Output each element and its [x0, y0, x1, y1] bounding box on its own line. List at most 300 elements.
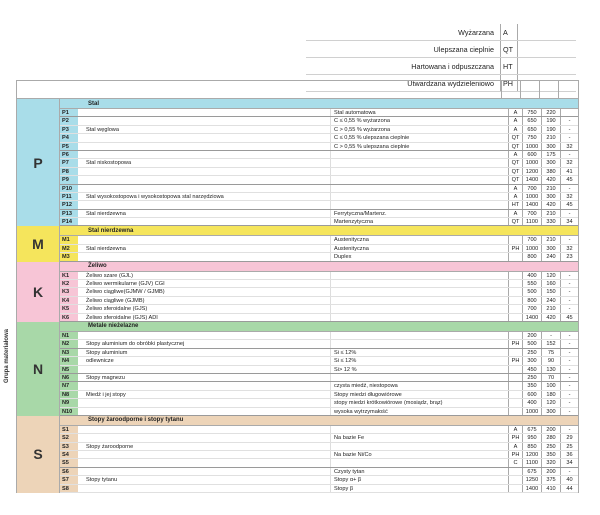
- value-3: 29: [560, 434, 578, 441]
- legend-label: Utwardzana wydzieleniowo: [407, 78, 494, 88]
- group-body: [60, 322, 578, 416]
- legend-empty: [517, 41, 576, 57]
- legend-label: Hartowana i odpuszczana: [411, 61, 494, 71]
- value-1: 700: [522, 236, 541, 243]
- material-name: [78, 168, 330, 175]
- value-1: 800: [522, 253, 541, 260]
- value-3: -: [560, 382, 578, 389]
- value-3: -: [560, 297, 578, 304]
- material-code: N1: [60, 332, 78, 339]
- material-name: [78, 185, 330, 192]
- value-2: 330: [541, 218, 560, 225]
- condition-code: [508, 399, 522, 406]
- condition-code: A: [508, 126, 522, 133]
- condition-code: [508, 349, 522, 356]
- condition-code: A: [508, 151, 522, 158]
- value-3: [560, 109, 578, 116]
- value-1: 350: [522, 382, 541, 389]
- value-1: 1400: [522, 176, 541, 183]
- value-1: 650: [522, 117, 541, 124]
- value-2: 190: [541, 126, 560, 133]
- condition-code: C: [508, 459, 522, 466]
- material-subtype: [330, 151, 508, 158]
- material-code: P6: [60, 151, 78, 158]
- material-name: Stal nierdzewna: [86, 245, 126, 252]
- value-2: 130: [541, 366, 560, 373]
- value-2: 210: [541, 210, 560, 217]
- table-row: [60, 305, 578, 313]
- legend-row: [306, 41, 576, 58]
- material-code: K6: [60, 314, 78, 321]
- value-2: 160: [541, 280, 560, 287]
- material-subtype: [330, 314, 508, 321]
- value-3: -: [560, 288, 578, 295]
- material-name: Stopy tytanu: [86, 477, 118, 484]
- value-2: 410: [541, 485, 560, 492]
- material-code: M3: [60, 253, 78, 260]
- material-name: [78, 151, 330, 158]
- table-row: [60, 485, 578, 493]
- value-3: -: [560, 305, 578, 312]
- table-row: [60, 399, 578, 407]
- group-title: Stal nierdzewna: [60, 226, 578, 236]
- material-name: [78, 434, 330, 441]
- condition-code: A: [508, 443, 522, 450]
- material-name: [78, 109, 330, 116]
- value-1: 600: [522, 151, 541, 158]
- condition-code: [508, 485, 522, 492]
- condition-code: PH: [508, 245, 522, 252]
- group-letter: N: [17, 322, 60, 416]
- table-row: [60, 366, 578, 374]
- material-name: [78, 426, 330, 433]
- value-1: 250: [522, 349, 541, 356]
- material-code: P8: [60, 168, 78, 175]
- material-code: P2: [60, 117, 78, 124]
- material-subtype: [330, 297, 508, 304]
- legend-label: Wyżarzana: [458, 27, 494, 37]
- value-1: 1000: [522, 143, 541, 150]
- material-group-p: [16, 99, 579, 226]
- material-subtype: [330, 374, 508, 381]
- value-1: 700: [522, 185, 541, 192]
- value-3: -: [560, 236, 578, 243]
- material-name: [78, 176, 330, 183]
- value-2: 210: [541, 185, 560, 192]
- table-row: [60, 236, 578, 244]
- value-1: 1000: [522, 193, 541, 200]
- material-table: [16, 99, 579, 493]
- material-name: Stal niskostopowa: [86, 160, 132, 167]
- value-3: -: [560, 349, 578, 356]
- table-row: [60, 314, 578, 322]
- legend-code: HT: [500, 58, 517, 74]
- condition-code: PH: [508, 451, 522, 458]
- material-name: Stopy aluminium: [86, 349, 128, 356]
- value-1: 1250: [522, 476, 541, 483]
- material-name: [78, 201, 330, 208]
- value-2: 250: [541, 443, 560, 450]
- material-subtype: Si ≤ 12%: [330, 357, 508, 364]
- table-row: [60, 280, 578, 288]
- value-2: 200: [541, 468, 560, 475]
- material-code: N5: [60, 366, 78, 373]
- condition-code: HT: [508, 201, 522, 208]
- value-2: 210: [541, 236, 560, 243]
- value-3: 45: [560, 201, 578, 208]
- value-2: 210: [541, 134, 560, 141]
- table-row: [60, 253, 578, 261]
- material-name: [78, 451, 330, 458]
- material-code: N7: [60, 382, 78, 389]
- material-code: P14: [60, 218, 78, 225]
- value-1: 600: [522, 391, 541, 398]
- condition-code: [508, 408, 522, 415]
- material-name: [78, 366, 330, 373]
- value-1: 500: [522, 288, 541, 295]
- value-1: 800: [522, 297, 541, 304]
- group-title: Żeliwo: [60, 262, 578, 272]
- value-1: 400: [522, 272, 541, 279]
- material-name: Stopy magnezu: [86, 374, 125, 381]
- material-subtype: [330, 426, 508, 433]
- material-subtype: Austenityczna: [330, 236, 508, 243]
- value-1: 1200: [522, 451, 541, 458]
- material-subtype: [330, 280, 508, 287]
- legend-row: [306, 58, 576, 75]
- value-3: 41: [560, 168, 578, 175]
- material-code: K5: [60, 305, 78, 312]
- condition-code: [508, 280, 522, 287]
- condition-code: QT: [508, 143, 522, 150]
- material-name: [78, 399, 330, 406]
- material-subtype: [330, 272, 508, 279]
- group-body: [60, 99, 578, 226]
- value-2: 200: [541, 426, 560, 433]
- value-3: 45: [560, 314, 578, 321]
- value-3: 23: [560, 253, 578, 260]
- condition-code: [508, 476, 522, 483]
- value-2: 300: [541, 408, 560, 415]
- table-row: [60, 332, 578, 340]
- material-subtype: Stopy miedzi długowiórowe: [330, 391, 508, 398]
- value-1: 750: [522, 109, 541, 116]
- value-3: -: [560, 391, 578, 398]
- table-row: [60, 451, 578, 459]
- condition-code: A: [508, 210, 522, 217]
- legend-code: A: [500, 24, 517, 40]
- material-code: S7: [60, 476, 78, 483]
- value-2: 75: [541, 349, 560, 356]
- table-row: [60, 297, 578, 305]
- value-2: 375: [541, 476, 560, 483]
- value-2: 420: [541, 314, 560, 321]
- value-2: 300: [541, 193, 560, 200]
- value-2: 190: [541, 117, 560, 124]
- table-row: [60, 434, 578, 442]
- condition-code: PH: [508, 340, 522, 347]
- value-3: -: [560, 408, 578, 415]
- material-code: M1: [60, 236, 78, 243]
- value-2: 120: [541, 272, 560, 279]
- value-2: 240: [541, 253, 560, 260]
- material-code: P10: [60, 185, 78, 192]
- condition-code: [508, 366, 522, 373]
- condition-code: [508, 297, 522, 304]
- table-row: [60, 126, 578, 134]
- condition-code: [508, 391, 522, 398]
- condition-code: QT: [508, 134, 522, 141]
- material-subtype: Duplex: [330, 253, 508, 260]
- value-3: -: [560, 399, 578, 406]
- table-row: [60, 459, 578, 467]
- value-2: 420: [541, 201, 560, 208]
- value-2: -: [541, 332, 560, 339]
- value-1: 675: [522, 468, 541, 475]
- material-subtype: [330, 176, 508, 183]
- material-code: P13: [60, 210, 78, 217]
- value-2: 150: [541, 288, 560, 295]
- material-subtype: [330, 443, 508, 450]
- material-subtype: Na bazie Ni/Co: [330, 451, 508, 458]
- group-body: [60, 226, 578, 261]
- table-row: [60, 443, 578, 451]
- value-3: 36: [560, 451, 578, 458]
- value-2: 90: [541, 357, 560, 364]
- material-name: [78, 408, 330, 415]
- group-letter: P: [17, 99, 60, 226]
- table-row: [60, 117, 578, 125]
- value-1: 950: [522, 434, 541, 441]
- material-name: Stal nierdzewna: [86, 210, 126, 217]
- material-code: S5: [60, 459, 78, 466]
- value-1: 300: [522, 357, 541, 364]
- material-code: P4: [60, 134, 78, 141]
- material-code: P9: [60, 176, 78, 183]
- value-1: 1400: [522, 201, 541, 208]
- value-1: 700: [522, 210, 541, 217]
- condition-code: [508, 374, 522, 381]
- material-subtype: czysta miedź, niestopowa: [330, 382, 508, 389]
- value-3: 44: [560, 485, 578, 492]
- material-code: N6: [60, 374, 78, 381]
- table-row: [60, 468, 578, 476]
- group-title: Stal: [60, 99, 578, 109]
- material-name: Stal wysokostopowa i wysokostopowa stal narzędziowa: [86, 193, 224, 200]
- material-group-k: [16, 262, 579, 322]
- condition-code: A: [508, 185, 522, 192]
- material-subtype: [330, 340, 508, 347]
- value-2: 152: [541, 340, 560, 347]
- material-subtype: Na bazie Fe: [330, 434, 508, 441]
- material-code: N10: [60, 408, 78, 415]
- value-2: 180: [541, 391, 560, 398]
- material-code: P5: [60, 143, 78, 150]
- material-name: odlewnicze: [86, 358, 114, 365]
- value-1: 750: [522, 134, 541, 141]
- value-3: -: [560, 272, 578, 279]
- material-code: P7: [60, 159, 78, 166]
- value-2: 300: [541, 143, 560, 150]
- table-row: [60, 382, 578, 390]
- value-1: 1100: [522, 459, 541, 466]
- value-3: -: [560, 357, 578, 364]
- value-2: 175: [541, 151, 560, 158]
- table-row: [60, 159, 578, 167]
- material-subtype: Stopy α+ β: [330, 476, 508, 483]
- material-code: S3: [60, 443, 78, 450]
- material-subtype: C ≤ 0,55 % wyżarzona: [330, 117, 508, 124]
- value-3: -: [560, 366, 578, 373]
- material-code: S6: [60, 468, 78, 475]
- material-name: [78, 117, 330, 124]
- material-name: [78, 459, 330, 466]
- condition-code: [508, 253, 522, 260]
- material-subtype: [330, 332, 508, 339]
- material-subtype: Stal automatowa: [330, 109, 508, 116]
- material-name: Żeliwo wermikularne (GJV) CGI: [86, 281, 165, 288]
- condition-code: A: [508, 426, 522, 433]
- table-row: [60, 210, 578, 218]
- material-name: [78, 485, 330, 492]
- material-name: [78, 134, 330, 141]
- table-row: [60, 134, 578, 142]
- header-spacer-row: [16, 80, 579, 99]
- value-3: -: [560, 340, 578, 347]
- condition-code: PH: [508, 357, 522, 364]
- value-1: 400: [522, 399, 541, 406]
- material-code: P1: [60, 109, 78, 116]
- material-name: Żeliwo sferoidalne (GJS) ADI: [86, 314, 158, 321]
- table-row: [60, 185, 578, 193]
- table-row: [60, 476, 578, 484]
- material-group-m: [16, 226, 579, 261]
- table-row: [60, 151, 578, 159]
- material-name: [78, 143, 330, 150]
- material-subtype: C ≤ 0,55 % ulepszana cieplnie: [330, 134, 508, 141]
- condition-code: [508, 468, 522, 475]
- condition-code: [508, 332, 522, 339]
- table-row: [60, 245, 578, 253]
- material-code: N2: [60, 340, 78, 347]
- material-subtype: Martenzytyczna: [330, 218, 508, 225]
- condition-code: [508, 288, 522, 295]
- condition-code: PH: [508, 434, 522, 441]
- table-row: [60, 357, 578, 365]
- side-label: Grupa materiałowa: [4, 328, 10, 383]
- value-2: 210: [541, 305, 560, 312]
- material-subtype: [330, 201, 508, 208]
- value-3: 32: [560, 143, 578, 150]
- material-code: N8: [60, 391, 78, 398]
- value-1: 650: [522, 126, 541, 133]
- value-1: 675: [522, 426, 541, 433]
- condition-code: QT: [508, 176, 522, 183]
- value-3: 32: [560, 193, 578, 200]
- group-title: Metale nieżelazne: [60, 322, 578, 332]
- value-2: 380: [541, 168, 560, 175]
- material-name: [78, 253, 330, 260]
- condition-code: [508, 305, 522, 312]
- legend-row: [306, 24, 576, 41]
- value-1: 450: [522, 366, 541, 373]
- condition-code: A: [508, 193, 522, 200]
- value-3: -: [560, 210, 578, 217]
- material-subtype: [330, 305, 508, 312]
- legend-code: QT: [500, 41, 517, 57]
- material-name: Żeliwo ciągliwe(GJMW / GJMB): [86, 289, 165, 296]
- group-letter: K: [17, 262, 60, 322]
- material-subtype: [330, 168, 508, 175]
- value-1: 1400: [522, 485, 541, 492]
- legend-label: Ulepszana cieplnie: [433, 44, 494, 54]
- table-row: [60, 391, 578, 399]
- value-2: 300: [541, 159, 560, 166]
- material-subtype: [330, 159, 508, 166]
- table-row: [60, 176, 578, 184]
- material-subtype: [330, 185, 508, 192]
- material-code: K2: [60, 280, 78, 287]
- group-letter: M: [17, 226, 60, 261]
- value-3: -: [560, 126, 578, 133]
- table-row: [60, 218, 578, 226]
- material-code: S2: [60, 434, 78, 441]
- group-body: [60, 416, 578, 493]
- material-subtype: C > 0,55 % ulepszana cieplnie: [330, 143, 508, 150]
- value-1: 1000: [522, 408, 541, 415]
- table-row: [60, 168, 578, 176]
- material-name: Miedź i jej stopy: [86, 391, 126, 398]
- material-name: [78, 468, 330, 475]
- condition-code: A: [508, 117, 522, 124]
- material-code: M2: [60, 245, 78, 252]
- material-group-n: [16, 322, 579, 416]
- value-1: 1400: [522, 314, 541, 321]
- value-3: 32: [560, 245, 578, 252]
- material-code: P12: [60, 201, 78, 208]
- value-2: 220: [541, 109, 560, 116]
- value-3: -: [560, 280, 578, 287]
- condition-code: QT: [508, 159, 522, 166]
- condition-code: [508, 236, 522, 243]
- material-subtype: [330, 288, 508, 295]
- material-code: K4: [60, 297, 78, 304]
- value-3: -: [560, 332, 578, 339]
- table-row: [60, 143, 578, 151]
- material-code: S4: [60, 451, 78, 458]
- material-name: Stopy aluminium do obróbki plastycznej: [86, 341, 185, 348]
- value-3: 25: [560, 443, 578, 450]
- value-3: 40: [560, 476, 578, 483]
- table-row: [60, 349, 578, 357]
- value-1: 550: [522, 280, 541, 287]
- material-code: K1: [60, 272, 78, 279]
- table-row: [60, 408, 578, 416]
- material-name: Żeliwo sferoidalne (GJS): [86, 306, 148, 313]
- value-2: 320: [541, 459, 560, 466]
- table-row: [60, 201, 578, 209]
- material-name: Stopy żaroodporne: [86, 443, 134, 450]
- value-1: 700: [522, 305, 541, 312]
- group-title: Stopy żaroodporne i stopy tytanu: [60, 416, 578, 426]
- material-group-s: [16, 416, 579, 493]
- material-subtype: wysoka wytrzymałość: [330, 408, 508, 415]
- material-code: K3: [60, 288, 78, 295]
- value-2: 350: [541, 451, 560, 458]
- value-3: 32: [560, 159, 578, 166]
- legend-empty: [517, 58, 576, 74]
- value-2: 120: [541, 399, 560, 406]
